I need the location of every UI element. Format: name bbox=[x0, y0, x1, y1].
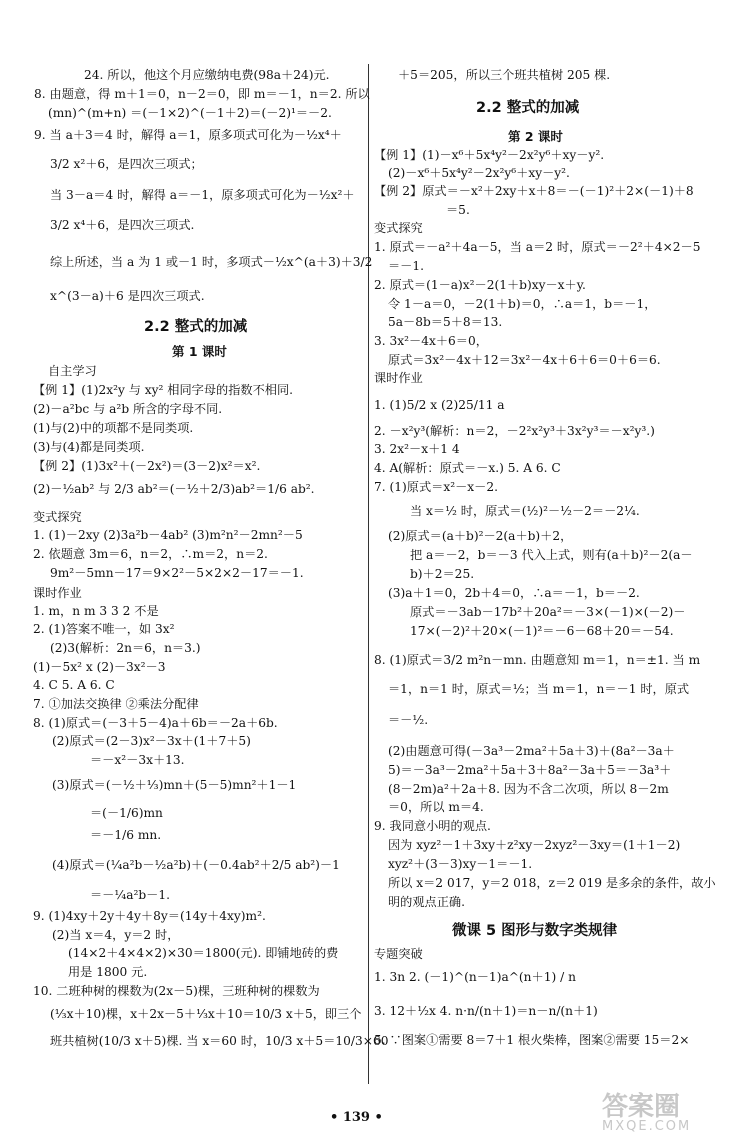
left-text-line: 7. ①加法交换律 ②乘法分配律 bbox=[33, 697, 199, 711]
left-text-line: 班共植树(10/3 x＋5)棵. 当 x＝60 时，10/3 x＋5＝10/3×60 bbox=[50, 1034, 389, 1048]
left-text-line: (4)原式＝(¼a²b－½a²b)＋(－0.4ab²＋2/5 ab²)－1 bbox=[52, 858, 340, 872]
right-text-line: 5a－8b＝5＋8＝13. bbox=[388, 315, 503, 329]
left-text-line: (2)－½ab² 与 2/3 ab²＝(－½＋2/3)ab²＝1/6 ab². bbox=[33, 482, 315, 496]
right-text-line: (2)－x⁶＋5x⁴y²－2x²y⁶＋xy－y². bbox=[388, 166, 570, 180]
page-number: • 139 • bbox=[330, 1110, 383, 1125]
left-text-line: 2. (1)答案不唯一，如 3x² bbox=[33, 622, 175, 636]
left-text-line: (2)当 x＝4，y＝2 时， bbox=[52, 928, 180, 942]
right-text-line: ＝5. bbox=[446, 203, 470, 217]
left-text-line: 8. (1)原式＝(－3＋5－4)a＋6b＝－2a＋6b. bbox=[33, 716, 278, 730]
right-text-line: 17×(－2)²＋20×(－1)²＝－6－68＋20＝－54. bbox=[410, 624, 674, 638]
right-text-line: 3. 3x²－4x＋6＝0， bbox=[374, 334, 488, 348]
left-text-line: 用是 1800 元. bbox=[68, 965, 148, 979]
left-text-line: (3)原式＝(－½＋⅓)mn＋(5－5)mn²＋1－1 bbox=[52, 778, 297, 792]
left-text-line: ＝－x²－3x＋13. bbox=[90, 753, 185, 767]
right-text-line: 所以 x＝2 017，y＝2 018，z＝2 019 是多余的条件，故小 bbox=[388, 876, 716, 890]
right-text-line: ＝1，n＝1 时，原式＝½；当 m＝1，n＝－1 时，原式 bbox=[388, 682, 690, 696]
left-text-line: 1. (1)－2xy (2)3a²b－4ab² (3)m²n²－2mn²－5 bbox=[33, 528, 303, 542]
left-text-line: (2)－a²bc 与 a²b 所含的字母不同. bbox=[33, 402, 223, 416]
right-text-line: 【例 2】原式＝－x²＋2xy＋x＋8＝－(－1)²＋2×(－1)＋8 bbox=[374, 184, 694, 198]
left-text-line: 9. (1)4xy＋2y＋4y＋8y＝(14y＋4xy)m². bbox=[33, 909, 266, 923]
right-text-line: 1. 3n 2. (－1)^(n－1)a^(n＋1) / n bbox=[374, 970, 576, 984]
left-text-line: 课时作业 bbox=[33, 586, 82, 600]
right-text-line: 变式探究 bbox=[374, 221, 423, 235]
right-text-line: 原式＝3x²－4x＋12＝3x²－4x＋6＋6＝0＋6＝6. bbox=[388, 353, 661, 367]
left-text-line: ＝(－1/6)mn bbox=[90, 806, 163, 820]
left-text-line: ＝－1/6 mn. bbox=[90, 828, 162, 842]
watermark-url: MXQE.COM bbox=[602, 1119, 692, 1134]
left-text-line: 【例 1】(1)2x²y 与 xy² 相同字母的指数不相同. bbox=[33, 383, 294, 397]
column-divider bbox=[368, 64, 369, 1084]
right-text-line: 5)＝－3a³－2ma²＋5a＋3＋8a²－3a＋5＝－3a³＋ bbox=[388, 763, 672, 777]
right-text-line: 3. 2x²－x＋1 4 bbox=[374, 442, 460, 456]
right-text-line: 2. 原式＝(1－a)x²－2(1＋b)xy－x＋y. bbox=[374, 278, 586, 292]
left-text-line: ＝－¼a²b－1. bbox=[90, 888, 170, 902]
right-text-line: xyz²＋(3－3)xy－1＝－1. bbox=[388, 857, 533, 871]
left-text-line: (1)与(2)中的项都不是同类项. bbox=[33, 421, 194, 435]
right-text-line: 3. 12＋½x 4. n·n/(n＋1)＝n－n/(n＋1) bbox=[374, 1004, 598, 1018]
left-text-line: (2)3(解析：2n＝6，n＝3.) bbox=[50, 641, 201, 655]
left-text-line: x^(3－a)＋6 是四次三项式. bbox=[50, 289, 205, 303]
right-text-line: 4. A(解析：原式＝－x.) 5. A 6. C bbox=[374, 461, 561, 475]
watermark-logo: 答案圈 bbox=[602, 1092, 681, 1122]
left-text-line: (3)与(4)都是同类项. bbox=[33, 440, 145, 454]
micro-lesson-title: 微课 5 图形与数字类规律 bbox=[452, 923, 618, 939]
right-text-line: 2. －x²y³(解析：n＝2，－2²x²y³＋3x²y³＝－x²y³.) bbox=[374, 424, 655, 438]
right-section-title: 2.2 整式的加减 bbox=[476, 100, 580, 116]
left-text-line: 1. m，n m 3 3 2 不是 bbox=[33, 604, 159, 618]
right-text-line: 7. (1)原式＝x²－x－2. bbox=[374, 480, 498, 494]
left-text-line: (mn)^(m+n) ＝(－1×2)^(－1＋2)＝(－2)¹＝－2. bbox=[48, 106, 332, 120]
right-text-line: 【例 1】(1)－x⁶＋5x⁴y²－2x²y⁶＋xy－y². bbox=[374, 148, 605, 162]
right-text-line: 当 x＝½ 时，原式＝(½)²－½－2＝－2¼. bbox=[410, 504, 640, 518]
right-text-line: ＝0，所以 m＝4. bbox=[388, 800, 484, 814]
left-text-line: 4. C 5. A 6. C bbox=[33, 678, 115, 692]
left-text-line: 3/2 x²＋6，是四次三项式； bbox=[50, 157, 203, 171]
left-section-title: 2.2 整式的加减 bbox=[144, 319, 248, 335]
right-text-line: 课时作业 bbox=[374, 371, 423, 385]
right-text-line: 因为 xyz²－1＋3xy＋z²xy－2xyz²－3xy＝(1＋1－2) bbox=[388, 838, 681, 852]
right-text-line: (3)a＋1＝0，2b＋4＝0，∴a＝－1，b＝－2. bbox=[388, 586, 640, 600]
left-text-line: 9m²－5mn－17＝9×2²－5×2×2－17＝－1. bbox=[50, 566, 304, 580]
right-lesson-title: 第 2 课时 bbox=[508, 129, 563, 144]
right-text-line: 1. 原式＝－a²＋4a－5，当 a＝2 时，原式＝－2²＋4×2－5 bbox=[374, 240, 701, 254]
right-text-line: b)＋2＝25. bbox=[410, 567, 475, 581]
left-text-line: (2)原式＝(2－3)x²－3x＋(1＋7＋5) bbox=[52, 734, 251, 748]
right-text-line: (2)原式＝(a＋b)²－2(a＋b)＋2， bbox=[388, 529, 573, 543]
right-text-line: ＝－½. bbox=[388, 713, 429, 727]
left-text-line: (⅓x＋10)棵，x＋2x－5＋⅓x＋10＝10/3 x＋5，即三个 bbox=[50, 1007, 362, 1021]
left-text-line: 2. 依题意 3m＝6，n＝2，∴m＝2，n＝2. bbox=[33, 547, 268, 561]
left-text-line: 当 3－a＝4 时，解得 a＝－1，原多项式可化为－½x²＋ bbox=[50, 188, 355, 202]
left-text-line: 10. 二班种树的棵数为(2x－5)棵，三班种树的棵数为 bbox=[33, 984, 320, 998]
left-text-line: 【例 2】(1)3x²＋(－2x²)＝(3－2)x²＝x². bbox=[33, 459, 261, 473]
right-text-line: 9. 我同意小明的观点. bbox=[374, 819, 491, 833]
left-text-line: 3/2 x⁴＋6，是四次三项式. bbox=[50, 218, 195, 232]
right-text-line: (8－2m)a²＋2a＋8. 因为不含二次项，所以 8－2m bbox=[388, 782, 669, 796]
left-text-line: 综上所述，当 a 为 1 或－1 时，多项式－½x^(a＋3)＋3/2 bbox=[50, 255, 373, 269]
right-text-line: ＝－1. bbox=[388, 259, 425, 273]
right-text-line: 5. ∵图案①需要 8＝7＋1 根火柴棒，图案②需要 15＝2× bbox=[374, 1033, 690, 1047]
right-text-line: 原式＝－3ab－17b²＋20a²＝－3×(－1)×(－2)－ bbox=[410, 605, 686, 619]
left-text-line: 24. 所以，他这个月应缴纳电费(98a＋24)元. bbox=[84, 68, 330, 82]
left-text-line: 变式探究 bbox=[33, 510, 82, 524]
right-text-line: (2)由题意可得(－3a³－2ma²＋5a＋3)＋(8a²－3a＋ bbox=[388, 744, 675, 758]
right-text-line: 专题突破 bbox=[374, 947, 423, 961]
left-text-line: (1)－5x² x (2)－3x²－3 bbox=[33, 660, 166, 674]
left-text-line: 9. 当 a＋3＝4 时，解得 a＝1，原多项式可化为－½x⁴＋ bbox=[34, 128, 342, 142]
right-text-line: 8. (1)原式＝3/2 m²n－mn. 由题意知 m＝1，n＝±1. 当 m bbox=[374, 653, 701, 667]
right-text-line: 1. (1)5/2 x (2)25/11 a bbox=[374, 398, 505, 412]
right-text-line: 令 1－a＝0，－2(1＋b)＝0，∴a＝1，b＝－1， bbox=[388, 297, 657, 311]
left-text-line: (14×2＋4×4×2)×30＝1800(元). 即铺地砖的费 bbox=[68, 946, 339, 960]
right-text-line: 把 a＝－2，b＝－3 代入上式，则有(a＋b)²－2(a－ bbox=[410, 548, 693, 562]
left-text-line: 自主学习 bbox=[48, 364, 97, 378]
right-text-line: ＋5＝205，所以三个班共植树 205 棵. bbox=[398, 68, 611, 82]
left-lesson-title: 第 1 课时 bbox=[172, 344, 227, 359]
left-text-line: 8. 由题意，得 m＋1＝0，n－2＝0，即 m＝－1，n＝2. 所以 bbox=[34, 87, 370, 101]
right-text-line: 明的观点正确. bbox=[388, 895, 465, 909]
